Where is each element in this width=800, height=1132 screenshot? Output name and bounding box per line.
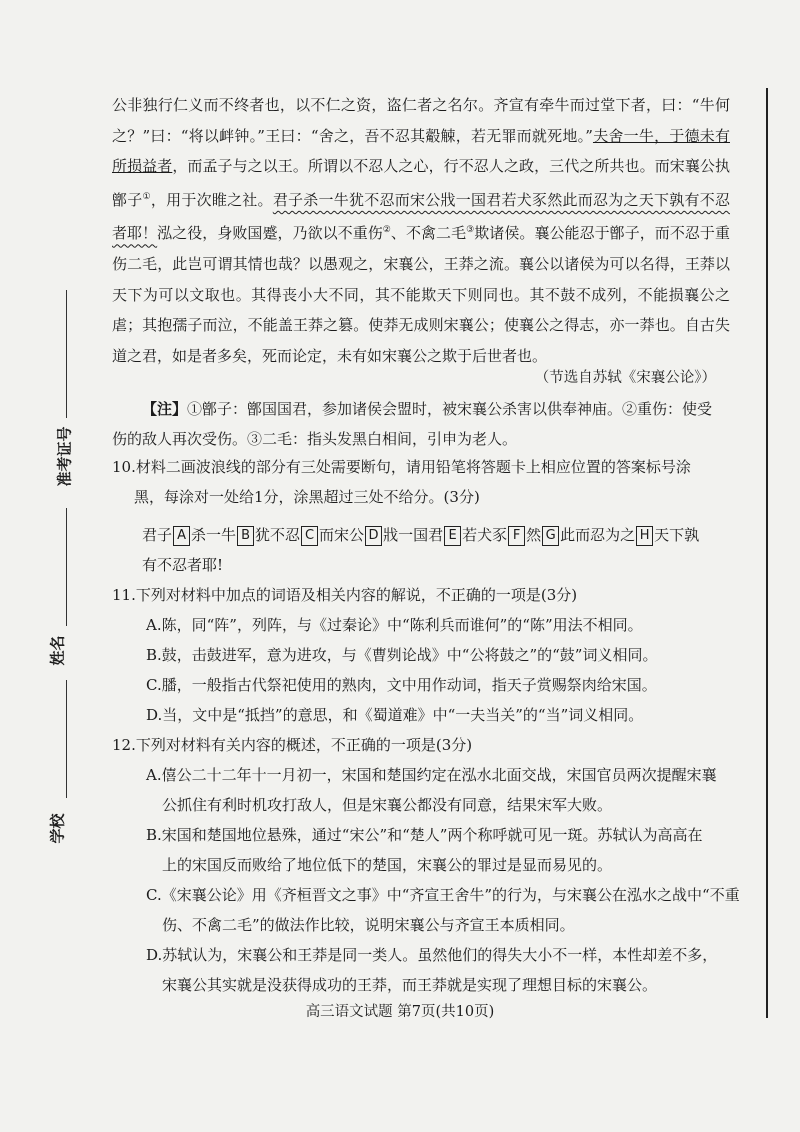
question-10: [112, 452, 732, 580]
q12-option-d-2: 宋襄公其实就是没获得成功的王莽，而王莽就是实现了理想目标的宋襄公。: [162, 976, 658, 994]
school-label: 学校: [48, 813, 67, 844]
q12-option-c-1: C.《宋襄公论》用《齐桓晋文之事》中“齐宣王舍牛”的行为，与宋襄公在泓水之战中“不重: [146, 886, 740, 904]
q10-stem-2: 黑，每涂对一处给1分，涂黑超过三处不给分。(3分): [134, 488, 480, 506]
question-11: [112, 580, 732, 730]
answer-box-c[interactable]: C: [301, 526, 318, 546]
notes: [112, 394, 732, 454]
passage-text: 公非独行仁义而不终者也，以不仁之资，盗仁者之名尔。齐宣有牵牛而过堂下者，曰：“牛何之？”曰：“将以衅钟。”王曰：“舍之，吾不忍其觳觫，若无罪而就死地。”夫舍一牛，于德未有所损益者，而孟子与之以王。所谓以不忍人之心，行不忍人之政，三代之所共也。而宋襄公执鄫子①，用于次睢之社。君子杀一牛犹不忍而宋公戕一国君若犬豕然此而忍为之天下孰有不忍者耶！泓之役，身败国蹙，乃欲以不重伤②、不禽二毛③欺诸侯。襄公能忍于鄫子，而不忍于重伤二毛，此岂可谓其情也哉？以愚观之，宋襄公，王莽之流。襄公以诸侯为可以名得，王莽以天下为可以文取也。其得丧小大不同，其不能欺天下则同也。其不鼓不成列，不能损襄公之虐；其抱孺子而泣，不能盖王莽之篡。使莽无成则宋襄公；使襄公之得志，亦一莽也。自古失道之君，如是者多矣，死而论定，未有如宋襄公之欺于后世者也。: [112, 96, 730, 365]
exam-no-line: [66, 290, 67, 418]
answer-box-h[interactable]: H: [636, 526, 653, 546]
answer-box-b[interactable]: B: [237, 526, 254, 546]
answer-box-f[interactable]: F: [508, 526, 525, 546]
question-12: [112, 730, 740, 1000]
q12-option-d-1: D.苏轼认为，宋襄公和王莽是同一类人。虽然他们的得失大小不一样，本性却差不多，: [146, 946, 718, 964]
note-line-2: 伤的敌人再次受伤。③二毛：指头发黑白相间，引申为老人。: [112, 430, 518, 448]
q11-option-a: A.陈，同“阵”，列阵，与《过秦论》中“陈利兵而谁何”的“陈”用法不相同。: [146, 616, 643, 634]
underlined-phrase: 夫舍一牛，于德未有所损益者: [112, 126, 730, 176]
name-line: [66, 508, 67, 626]
q11-option-d: D.当，文中是“抵挡”的意思，和《蜀道难》中“一夫当关”的“当”词义相同。: [146, 706, 644, 724]
page-margin-line: [766, 88, 768, 1018]
q12-option-b-1: B.宋国和楚国地位悬殊，通过“宋公”和“楚人”两个称呼就可见一斑。苏轼认为高高在: [146, 826, 703, 844]
q12-option-a-2: 公抓住有利时机攻打敌人，但是宋襄公都没有同意，结果宋军大败。: [162, 796, 613, 814]
q12-option-b-2: 上的宋国反而败给了地位低下的楚国，宋襄公的罪过是显而易见的。: [162, 856, 613, 874]
passage-source: （节选自苏轼《宋襄公论》）: [534, 370, 716, 386]
page-footer: 高三语文试题 第7页(共10页): [305, 1004, 495, 1020]
q12-option-c-2: 伤、不禽二毛”的做法作比较，说明宋襄公与齐宣王本质相同。: [162, 916, 575, 934]
q10-sentence: 君子 A 杀一牛 B 犹不忍 C 而宋公 D 戕一国君 E 若犬豕 F 然 G 此而忍为之 H 天下孰: [142, 526, 700, 544]
q10-stem-1: 10.材料二画波浪线的部分有三处需要断句，请用铅笔将答题卡上相应位置的答案标号涂: [112, 458, 691, 476]
q11-option-b: B.鼓，击鼓进军，意为进攻，与《曹刿论战》中“公将鼓之”的“鼓”词义相同。: [146, 646, 658, 664]
answer-box-d[interactable]: D: [365, 526, 382, 546]
passage: [112, 90, 730, 371]
q12-stem: 12.下列对材料有关内容的概述，不正确的一项是(3分): [112, 736, 473, 754]
q11-option-c: C.膰，一般指古代祭祀使用的熟肉，文中用作动词，指天子赏赐祭肉给宋国。: [146, 676, 657, 694]
q12-option-a-1: A.僖公二十二年十一月初一，宋国和楚国约定在泓水北面交战，宋国官员两次提醒宋襄: [146, 766, 717, 784]
note-line-1: 【注】①鄫子：鄫国国君，参加诸侯会盟时，被宋襄公杀害以供奉神庙。②重伤：使受: [142, 400, 713, 418]
q11-stem: 11.下列对材料中加点的词语及相关内容的解说，不正确的一项是(3分): [112, 586, 578, 604]
answer-box-g[interactable]: G: [542, 526, 559, 546]
exam-no-label: 准考证号: [55, 426, 74, 487]
answer-box-a[interactable]: A: [173, 526, 190, 546]
answer-box-e[interactable]: E: [444, 526, 461, 546]
wavy-underlined-sentence: 君子杀一牛犹不忍而宋公戕一国君若犬豕然此而忍为之天下孰有不忍者耶！: [112, 190, 730, 243]
q10-sentence-tail: 有不忍者耶!: [142, 556, 224, 574]
school-line: [66, 680, 67, 798]
name-label: 姓名: [48, 635, 67, 666]
